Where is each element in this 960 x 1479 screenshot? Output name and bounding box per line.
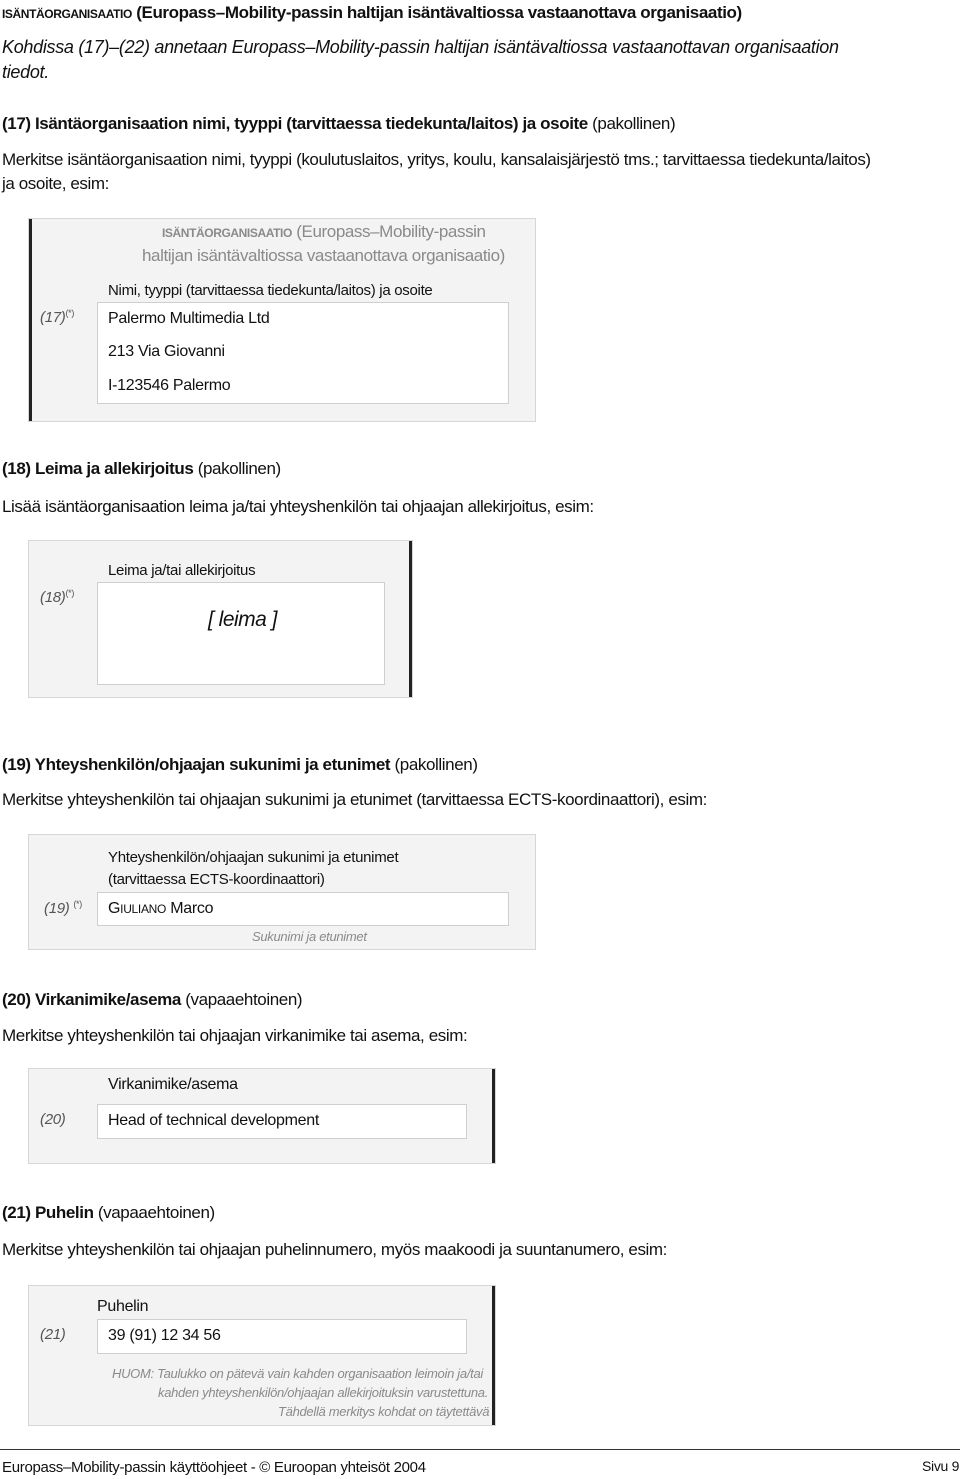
section-19-desc: Merkitse yhteyshenkilön tai ohjaajan sukunimi ja etunimet (tarvittaessa ECTS-koordinaattori), esim: bbox=[2, 790, 707, 809]
field-21-value: 39 (91) 12 34 56 bbox=[108, 1327, 221, 1344]
section-17-heading bbox=[2, 114, 675, 134]
section-18-heading-normal: (pakollinen) bbox=[197, 459, 281, 478]
field-17-line-3: I-123546 Palermo bbox=[108, 377, 231, 394]
note-line-3: Tähdellä merkitys kohdat on täytettävä bbox=[278, 1404, 490, 1419]
section-18-heading-bold: (18) Leima ja allekirjoitus bbox=[2, 459, 194, 478]
panel-17-title-line2: haltijan isäntävaltiossa vastaanottava organisaatio) bbox=[142, 246, 505, 265]
document-title bbox=[2, 3, 742, 23]
field-20-number: (20) bbox=[40, 1111, 66, 1128]
field-18-stamp-box[interactable] bbox=[97, 582, 385, 685]
field-18-label: Leima ja/tai allekirjoitus bbox=[108, 562, 256, 579]
stamp-placeholder: [ leima ] bbox=[208, 608, 278, 631]
section-20-heading-bold: (20) Virkanimike/asema bbox=[2, 990, 181, 1009]
title-smallcaps: ISÄNTÄORGANISAATIO bbox=[2, 7, 132, 21]
section-18-desc: Lisää isäntäorganisaation leima ja/tai yhteyshenkilön tai ohjaajan allekirjoitus, esim: bbox=[2, 497, 594, 516]
note-line-2: kahden yhteyshenkilön/ohjaajan allekirjoituksin varustettuna. bbox=[158, 1385, 489, 1400]
section-19-heading bbox=[2, 755, 478, 775]
section-18-heading bbox=[2, 459, 281, 479]
section-17-heading-bold: (17) Isäntäorganisaation nimi, tyyppi (tarvittaessa tiedekunta/laitos) ja osoite bbox=[2, 114, 588, 133]
section-19-heading-normal: (pakollinen) bbox=[394, 755, 478, 774]
field-19-label-1: Yhteyshenkilön/ohjaajan sukunimi ja etunimet bbox=[108, 849, 399, 866]
note-line-1: HUOM: Taulukko on pätevä vain kahden organisaation leimoin ja/tai bbox=[112, 1366, 483, 1381]
required-marker: (*) bbox=[65, 308, 75, 318]
field-19-hint: Sukunimi ja etunimet bbox=[252, 929, 367, 944]
title-rest: (Europass–Mobility-passin haltijan isäntävaltiossa vastaanottava organisaatio) bbox=[136, 3, 742, 22]
field-21-label: Puhelin bbox=[97, 1298, 149, 1315]
required-marker: (*) bbox=[73, 899, 82, 909]
footer-left: Europass–Mobility-passin käyttöohjeet - © Euroopan yhteisöt 2004 bbox=[2, 1459, 426, 1476]
section-17-desc-1: Merkitse isäntäorganisaation nimi, tyyppi (koulutuslaitos, yritys, koulu, kansalaisjärjestö tms.; tarvittaessa tiedekunta/laitos) bbox=[2, 150, 871, 169]
note-clip bbox=[100, 1364, 493, 1424]
panel-17-title-rest: (Europass–Mobility-passin bbox=[296, 222, 486, 241]
intro-line-1: Kohdissa (17)–(22) annetaan Europass–Mobility-passin haltijan isäntävaltiossa vastaanottavan organisaation bbox=[2, 37, 839, 57]
page-number: Sivu 9 bbox=[922, 1458, 960, 1474]
section-19-heading-bold: (19) Yhteyshenkilön/ohjaajan sukunimi ja etunimet bbox=[2, 755, 391, 774]
field-17-number: (17)(*) bbox=[40, 308, 75, 326]
field-20-value: Head of technical development bbox=[108, 1112, 319, 1129]
section-20-desc: Merkitse yhteyshenkilön tai ohjaajan virkanimike tai asema, esim: bbox=[2, 1026, 468, 1045]
field-21-number: (21) bbox=[40, 1326, 66, 1343]
field-17-label: Nimi, tyyppi (tarvittaessa tiedekunta/laitos) ja osoite bbox=[108, 282, 433, 299]
field-19-value: GIULIANO Marco bbox=[108, 900, 214, 917]
section-21-desc: Merkitse yhteyshenkilön tai ohjaajan puhelinnumero, myös maakoodi ja suuntanumero, esim: bbox=[2, 1240, 668, 1259]
field-19-label-2: (tarvittaessa ECTS-koordinaattori) bbox=[108, 871, 325, 888]
footer-divider bbox=[0, 1449, 960, 1450]
intro-line-2: tiedot. bbox=[2, 62, 49, 82]
required-marker: (*) bbox=[65, 588, 75, 598]
panel-17-title bbox=[162, 222, 486, 242]
field-20-label: Virkanimike/asema bbox=[108, 1076, 238, 1093]
panel-17-title-sc: ISÄNTÄORGANISAATIO bbox=[162, 226, 292, 240]
section-17-desc-2: ja osoite, esim: bbox=[2, 174, 109, 193]
section-20-heading bbox=[2, 990, 302, 1010]
field-18-number: (18)(*) bbox=[40, 588, 75, 606]
section-21-heading-bold: (21) Puhelin bbox=[2, 1203, 94, 1222]
field-17-line-2: 213 Via Giovanni bbox=[108, 343, 225, 360]
section-17-heading-normal: (pakollinen) bbox=[592, 114, 676, 133]
field-17-line-1: Palermo Multimedia Ltd bbox=[108, 310, 270, 327]
field-19-number: (19) (*) bbox=[44, 899, 82, 917]
section-21-heading-normal: (vapaaehtoinen) bbox=[97, 1203, 215, 1222]
section-21-heading bbox=[2, 1203, 215, 1223]
section-20-heading-normal: (vapaaehtoinen) bbox=[185, 990, 303, 1009]
